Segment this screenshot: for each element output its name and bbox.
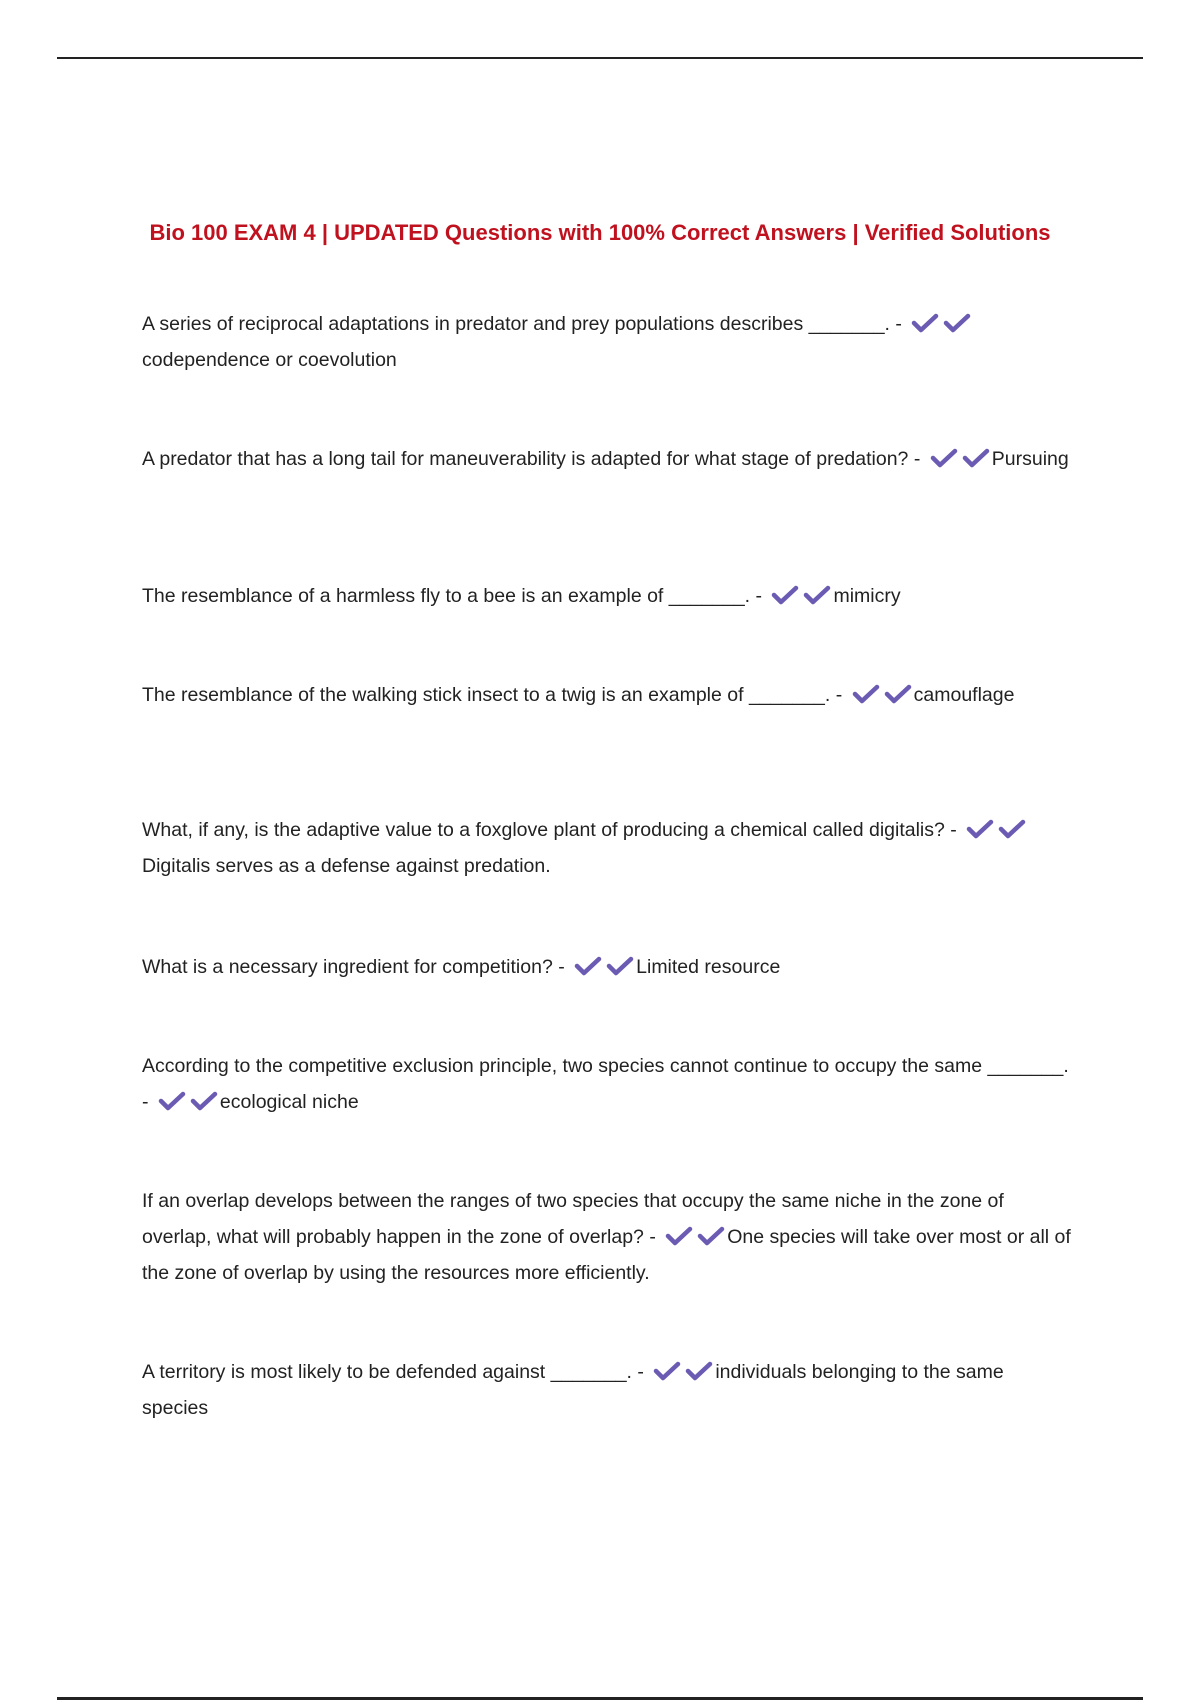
check-mark-icon — [852, 684, 880, 704]
answer-text: ecological niche — [219, 1091, 359, 1113]
check-mark-icon — [962, 448, 990, 468]
check-mark-icon — [911, 313, 939, 333]
question-text: A territory is most likely to be defended against _______. — [142, 1361, 632, 1383]
separator: - — [908, 448, 926, 470]
answer-text: Pursuing — [991, 448, 1069, 470]
separator: - — [750, 585, 768, 607]
answer-text: Digitalis serves as a defense against predation. — [142, 855, 551, 877]
check-mark-icon — [158, 1091, 186, 1111]
separator: - — [552, 956, 571, 978]
check-marks — [653, 1354, 713, 1390]
document-title: Bio 100 EXAM 4 | UPDATED Questions with 100% Correct Answers | Verified Solutions — [149, 220, 1051, 245]
check-mark-icon — [930, 448, 958, 468]
check-marks — [158, 1084, 218, 1120]
qa-item — [142, 578, 1072, 614]
check-mark-icon — [697, 1226, 725, 1246]
separator: - — [631, 1361, 650, 1383]
qa-item — [142, 812, 1072, 884]
qa-item — [142, 949, 1072, 985]
answer-text: One species will take over most or all of the zone of overlap by using the resources more efficiently. — [142, 1226, 1071, 1284]
separator: - — [889, 313, 908, 335]
check-mark-icon — [803, 585, 831, 605]
qa-item — [142, 306, 1072, 378]
answer-text: codependence or coevolution — [142, 349, 397, 371]
check-mark-icon — [943, 313, 971, 333]
question-text: The resemblance of the walking stick insect to a twig is an example of _______. — [142, 684, 831, 706]
answer-text: camouflage — [913, 684, 1015, 706]
question-text: The resemblance of a harmless fly to a bee is an example of _______. — [142, 585, 751, 607]
question-text: A series of reciprocal adaptations in predator and prey populations describes _______. — [142, 313, 890, 335]
question-text: If an overlap develops between the ranges of two species that occupy the same niche in the zone of overlap, what will probably happen in the zone of overlap? — [142, 1190, 1004, 1248]
check-marks — [852, 677, 912, 713]
check-marks — [771, 578, 831, 614]
qa-item — [142, 1183, 1072, 1291]
check-mark-icon — [606, 956, 634, 976]
check-mark-icon — [884, 684, 912, 704]
separator: - — [944, 819, 963, 841]
qa-item — [142, 1048, 1072, 1120]
check-marks — [665, 1219, 725, 1255]
qa-item — [142, 1354, 1072, 1426]
separator: - — [830, 684, 848, 706]
check-marks — [574, 949, 634, 985]
header-rule — [57, 57, 1143, 59]
answer-text: Limited resource — [636, 956, 781, 978]
question-text: A predator that has a long tail for maneuverability is adapted for what stage of predation? — [142, 448, 909, 470]
check-mark-icon — [574, 956, 602, 976]
question-text: What, if any, is the adaptive value to a foxglove plant of producing a chemical called digitalis? — [142, 819, 945, 841]
answer-text: mimicry — [833, 585, 901, 607]
qa-item — [142, 677, 1072, 713]
question-text: What is a necessary ingredient for competition? — [142, 956, 553, 978]
check-marks — [930, 441, 990, 477]
check-marks — [966, 812, 1026, 848]
check-mark-icon — [685, 1361, 713, 1381]
check-marks — [911, 306, 971, 342]
qa-item — [142, 441, 1072, 477]
separator: - — [643, 1226, 662, 1248]
answer-text: individuals belonging to the same species — [142, 1361, 1004, 1419]
separator: - — [142, 1091, 154, 1113]
check-mark-icon — [966, 819, 994, 839]
check-mark-icon — [665, 1226, 693, 1246]
check-mark-icon — [771, 585, 799, 605]
check-mark-icon — [190, 1091, 218, 1111]
check-mark-icon — [998, 819, 1026, 839]
check-mark-icon — [653, 1361, 681, 1381]
question-text: According to the competitive exclusion principle, two species cannot continue to occupy the same _______. — [142, 1055, 1069, 1077]
